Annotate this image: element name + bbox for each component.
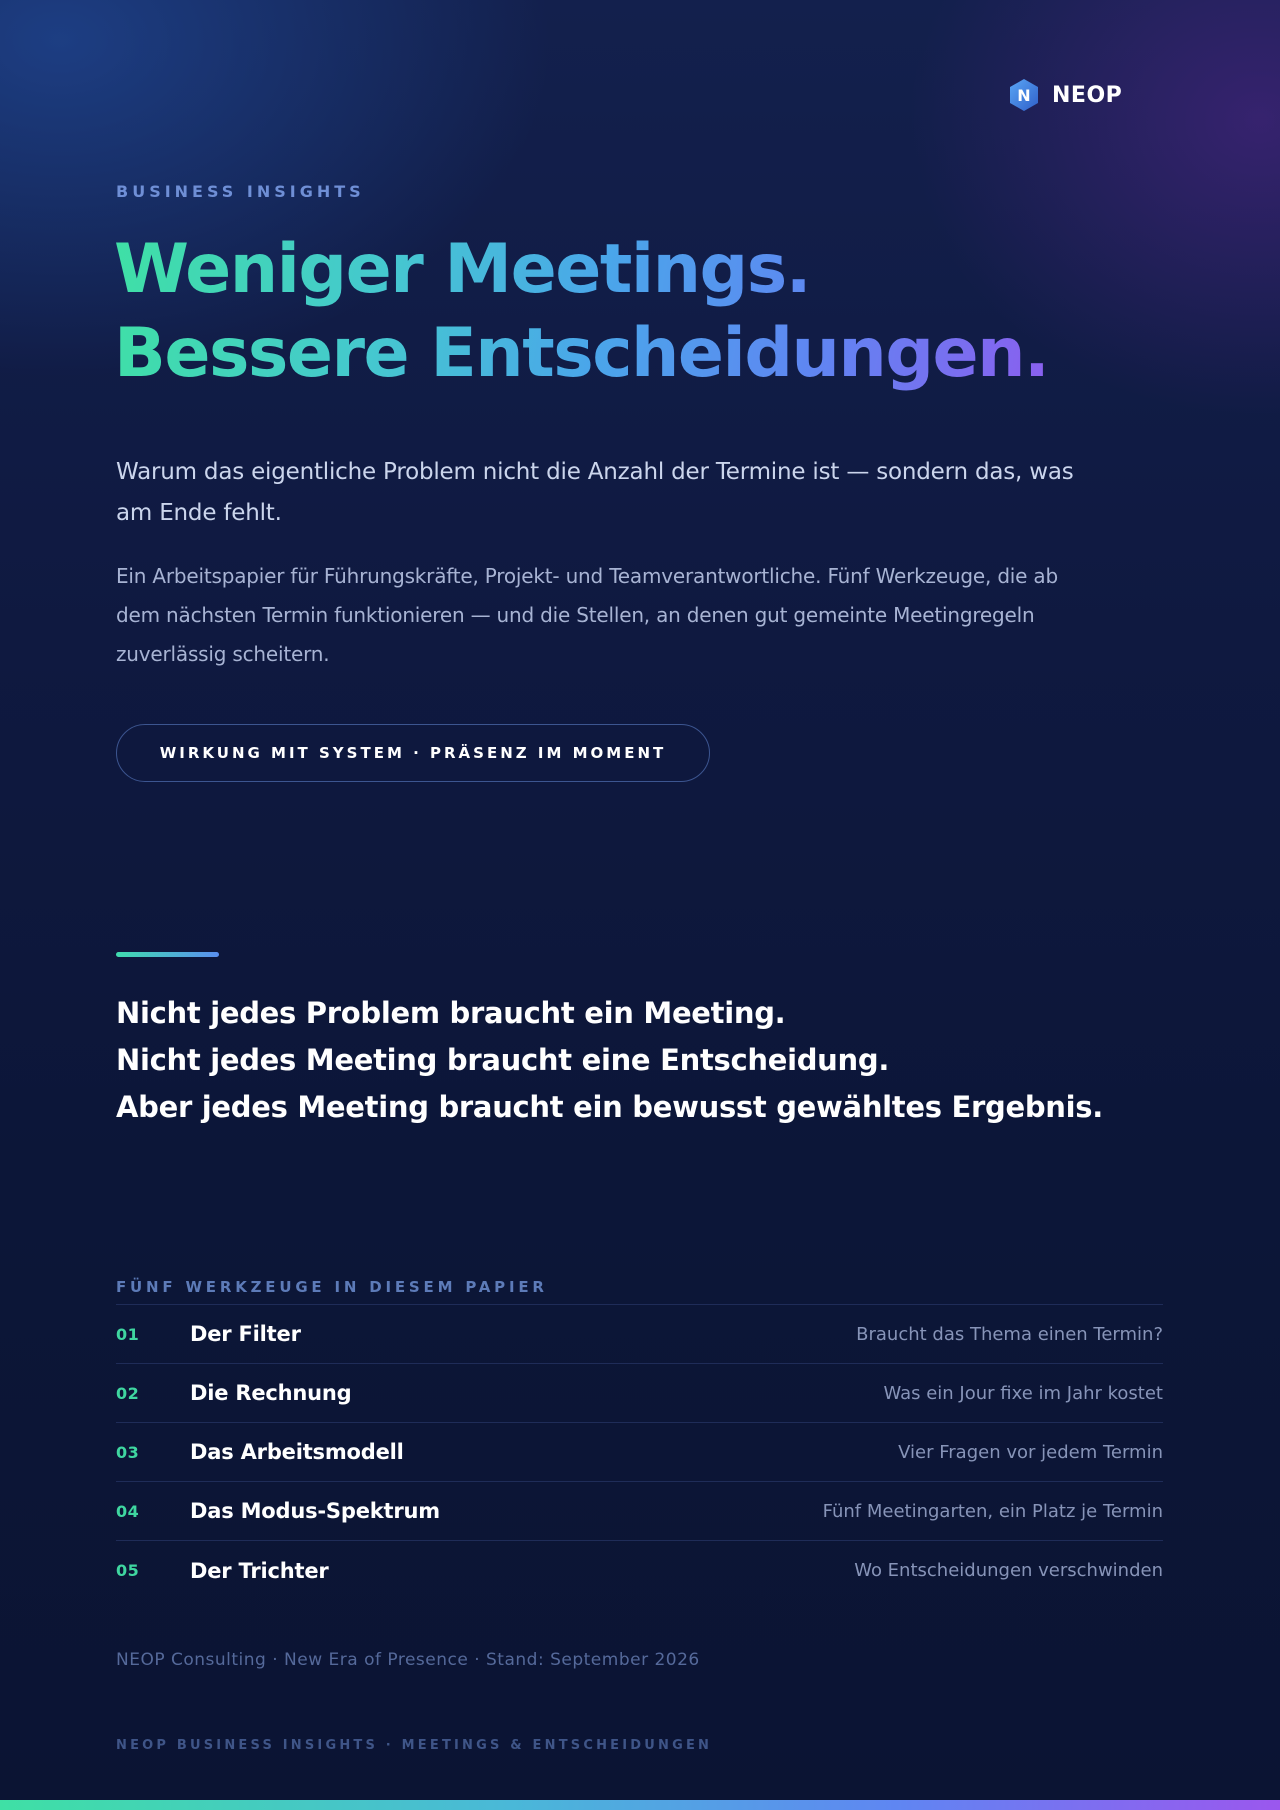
- hexagon-logo-icon: [1008, 78, 1040, 112]
- intro-paragraph: Ein Arbeitspapier für Führungskräfte, Projekt- und Teamverantwortliche. Fünf Werkzeuge, die ab dem nächsten Termin funktionieren — und die Stellen, an denen gut gemeinte Meetingregeln zuverlässig scheitern.: [116, 564, 1058, 666]
- svg-text:N: N: [1017, 86, 1031, 105]
- tool-description: Was ein Jour fixe im Jahr kostet: [883, 1382, 1163, 1404]
- key-statement: [116, 990, 1216, 1131]
- document-meta: NEOP Consulting · New Era of Presence · Stand: September 2026: [116, 1650, 700, 1670]
- statement-line-1: Nicht jedes Problem braucht ein Meeting.: [116, 996, 786, 1030]
- accent-divider: [116, 952, 219, 957]
- tool-description: Braucht das Thema einen Termin?: [856, 1323, 1163, 1345]
- footer-label: NEOP BUSINESS INSIGHTS · MEETINGS & ENTSCHEIDUNGEN: [116, 1738, 713, 1753]
- tool-description: Fünf Meetingarten, ein Platz je Termin: [822, 1500, 1163, 1522]
- statement-line-2: Nicht jedes Meeting braucht eine Entscheidung.: [116, 1043, 890, 1077]
- list-item: [116, 1541, 1163, 1600]
- headline-line-2: Bessere Entscheidungen.: [114, 314, 1049, 393]
- list-item: [116, 1364, 1163, 1423]
- list-item: [116, 1482, 1163, 1541]
- bottom-gradient-bar: [0, 1800, 1280, 1810]
- tool-name: Der Trichter: [190, 1558, 329, 1583]
- tool-description: Vier Fragen vor jedem Termin: [898, 1441, 1163, 1463]
- tool-name: Der Filter: [190, 1322, 301, 1346]
- eyebrow-label: BUSINESS INSIGHTS: [116, 182, 365, 201]
- tool-number: 01: [116, 1324, 140, 1344]
- page-title: [114, 228, 1194, 396]
- statement-line-3: Aber jedes Meeting braucht ein bewusst gewähltes Ergebnis.: [116, 1090, 1103, 1124]
- list-item: [116, 1305, 1163, 1364]
- list-item: [116, 1423, 1163, 1482]
- tool-number: 04: [116, 1501, 140, 1521]
- tool-description: Wo Entscheidungen verschwinden: [854, 1560, 1163, 1581]
- brand-name: NEOP: [1052, 82, 1123, 108]
- tool-number: 02: [116, 1383, 140, 1403]
- tool-number: 05: [116, 1561, 140, 1580]
- brand-logo: [1008, 78, 1122, 112]
- tools-section-label: FÜNF WERKZEUGE IN DIESEM PAPIER: [116, 1278, 548, 1296]
- tool-number: 03: [116, 1442, 140, 1462]
- lead-paragraph: Warum das eigentliche Problem nicht die Anzahl der Termine ist — sondern das, was am Ende fehlt.: [116, 459, 1074, 526]
- tool-name: Das Arbeitsmodell: [190, 1440, 404, 1464]
- tagline-pill: WIRKUNG MIT SYSTEM · PRÄSENZ IM MOMENT: [116, 724, 710, 782]
- tool-name: Die Rechnung: [190, 1381, 352, 1405]
- tools-list: [116, 1304, 1163, 1600]
- tool-name: Das Modus-Spektrum: [190, 1499, 440, 1523]
- headline-line-1: Weniger Meetings.: [114, 230, 811, 309]
